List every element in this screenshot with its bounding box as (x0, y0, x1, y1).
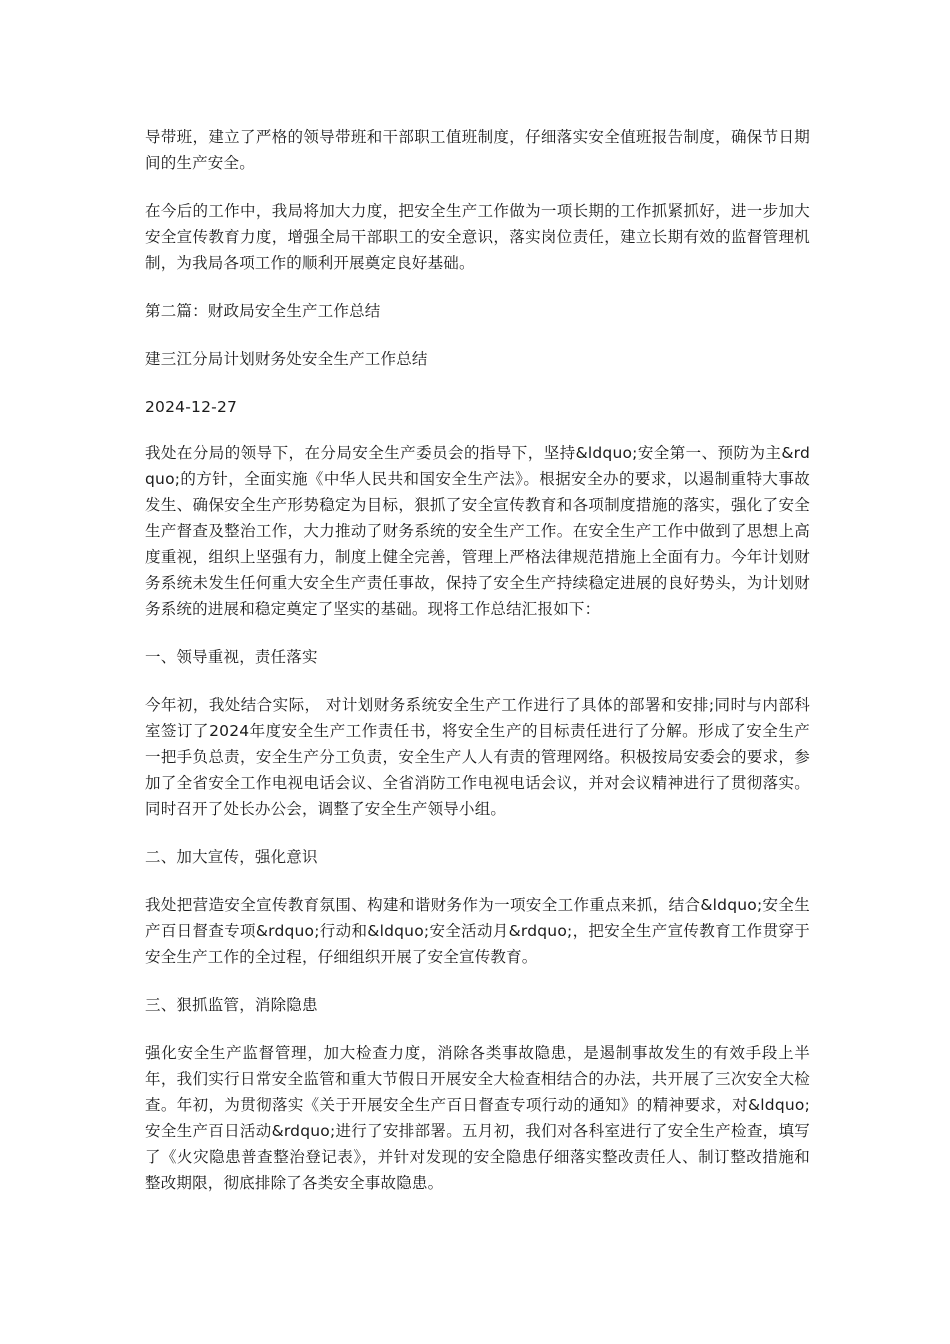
paragraph-section-2: 我处把营造安全宣传教育氛围、构建和谐财务作为一项安全工作重点来抓，结合&ldquo;安全生产百日督查专项&rdquo;行动和&ldquo;安全活动月&rdquo;，把安全生产宣传教育工作贯穿于安全生产工作的全过程，仔细组织开展了安全宣传教育。 (145, 896, 810, 966)
paragraph-intro: 我处在分局的领导下，在分局安全生产委员会的指导下，坚持&ldquo;安全第一、预防为主&rdquo;的方针，全面实施《中华人民共和国安全生产法》。根据安全办的要求，以遏制重特大事故发生、确保安全生产形势稳定为目标，狠抓了安全宣传教育和各项制度措施的落实，强化了安全生产督查及整治工作，大力推动了财务系统的安全生产工作。在安全生产工作中做到了思想上高度重视，组织上坚强有力，制度上健全完善，管理上严格法律规范措施上全面有力。今年计划财务系统未发生任何重大安全生产责任事故，保持了安全生产持续稳定进展的良好势头，为计划财务系统的进展和稳定奠定了坚实的基础。现将工作总结汇报如下： (145, 444, 810, 618)
section-heading-part-two: 第二篇：财政局安全生产工作总结 (145, 302, 381, 320)
section-heading-3: 三、狠抓监管，消除隐患 (145, 996, 318, 1014)
paragraph-section-1: 今年初，我处结合实际， 对计划财务系统安全生产工作进行了具体的部署和安排;同时与内部科室签订了2024年度安全生产工作责任书，将安全生产的目标责任进行了分解。形成了安全生产一把手负总责，安全生产分工负责，安全生产人人有责的管理网络。积极按局安委会的要求，参加了全省安全工作电视电话会议、全省消防工作电视电话会议，并对会议精神进行了贯彻落实。同时召开了处长办公会，调整了安全生产领导小组。 (145, 696, 810, 818)
paragraph-continuation: 导带班，建立了严格的领导带班和干部职工值班制度，仔细落实安全值班报告制度，确保节日期间的生产安全。 (145, 128, 810, 172)
section-heading-2: 二、加大宣传，强化意识 (145, 848, 318, 866)
document-page (145, 124, 810, 1196)
paragraph-section-3: 强化安全生产监督管理，加大检查力度，消除各类事故隐患，是遏制事故发生的有效手段上半年，我们实行日常安全监管和重大节假日开展安全大检查相结合的办法，共开展了三次安全大检查。年初，为贯彻落实《关于开展安全生产百日督查专项行动的通知》的精神要求，对&ldquo;安全生产百日活动&rdquo;进行了安排部署。五月初，我们对各科室进行了安全生产检查，填写了《火灾隐患普查整治登记表》，并针对发现的安全隐患仔细落实整改责任人、制订整改措施和整改期限，彻底排除了各类安全事故隐患。 (145, 1044, 810, 1192)
document-date: 2024-12-27 (145, 398, 238, 416)
paragraph-future-work: 在今后的工作中，我局将加大力度，把安全生产工作做为一项长期的工作抓紧抓好，进一步加大安全宣传教育力度，增强全局干部职工的安全意识，落实岗位责任，建立长期有效的监督管理机制，为我局各项工作的顺利开展奠定良好基础。 (145, 202, 810, 272)
section-heading-1: 一、领导重视，责任落实 (145, 648, 318, 666)
document-title: 建三江分局计划财务处安全生产工作总结 (145, 350, 428, 368)
